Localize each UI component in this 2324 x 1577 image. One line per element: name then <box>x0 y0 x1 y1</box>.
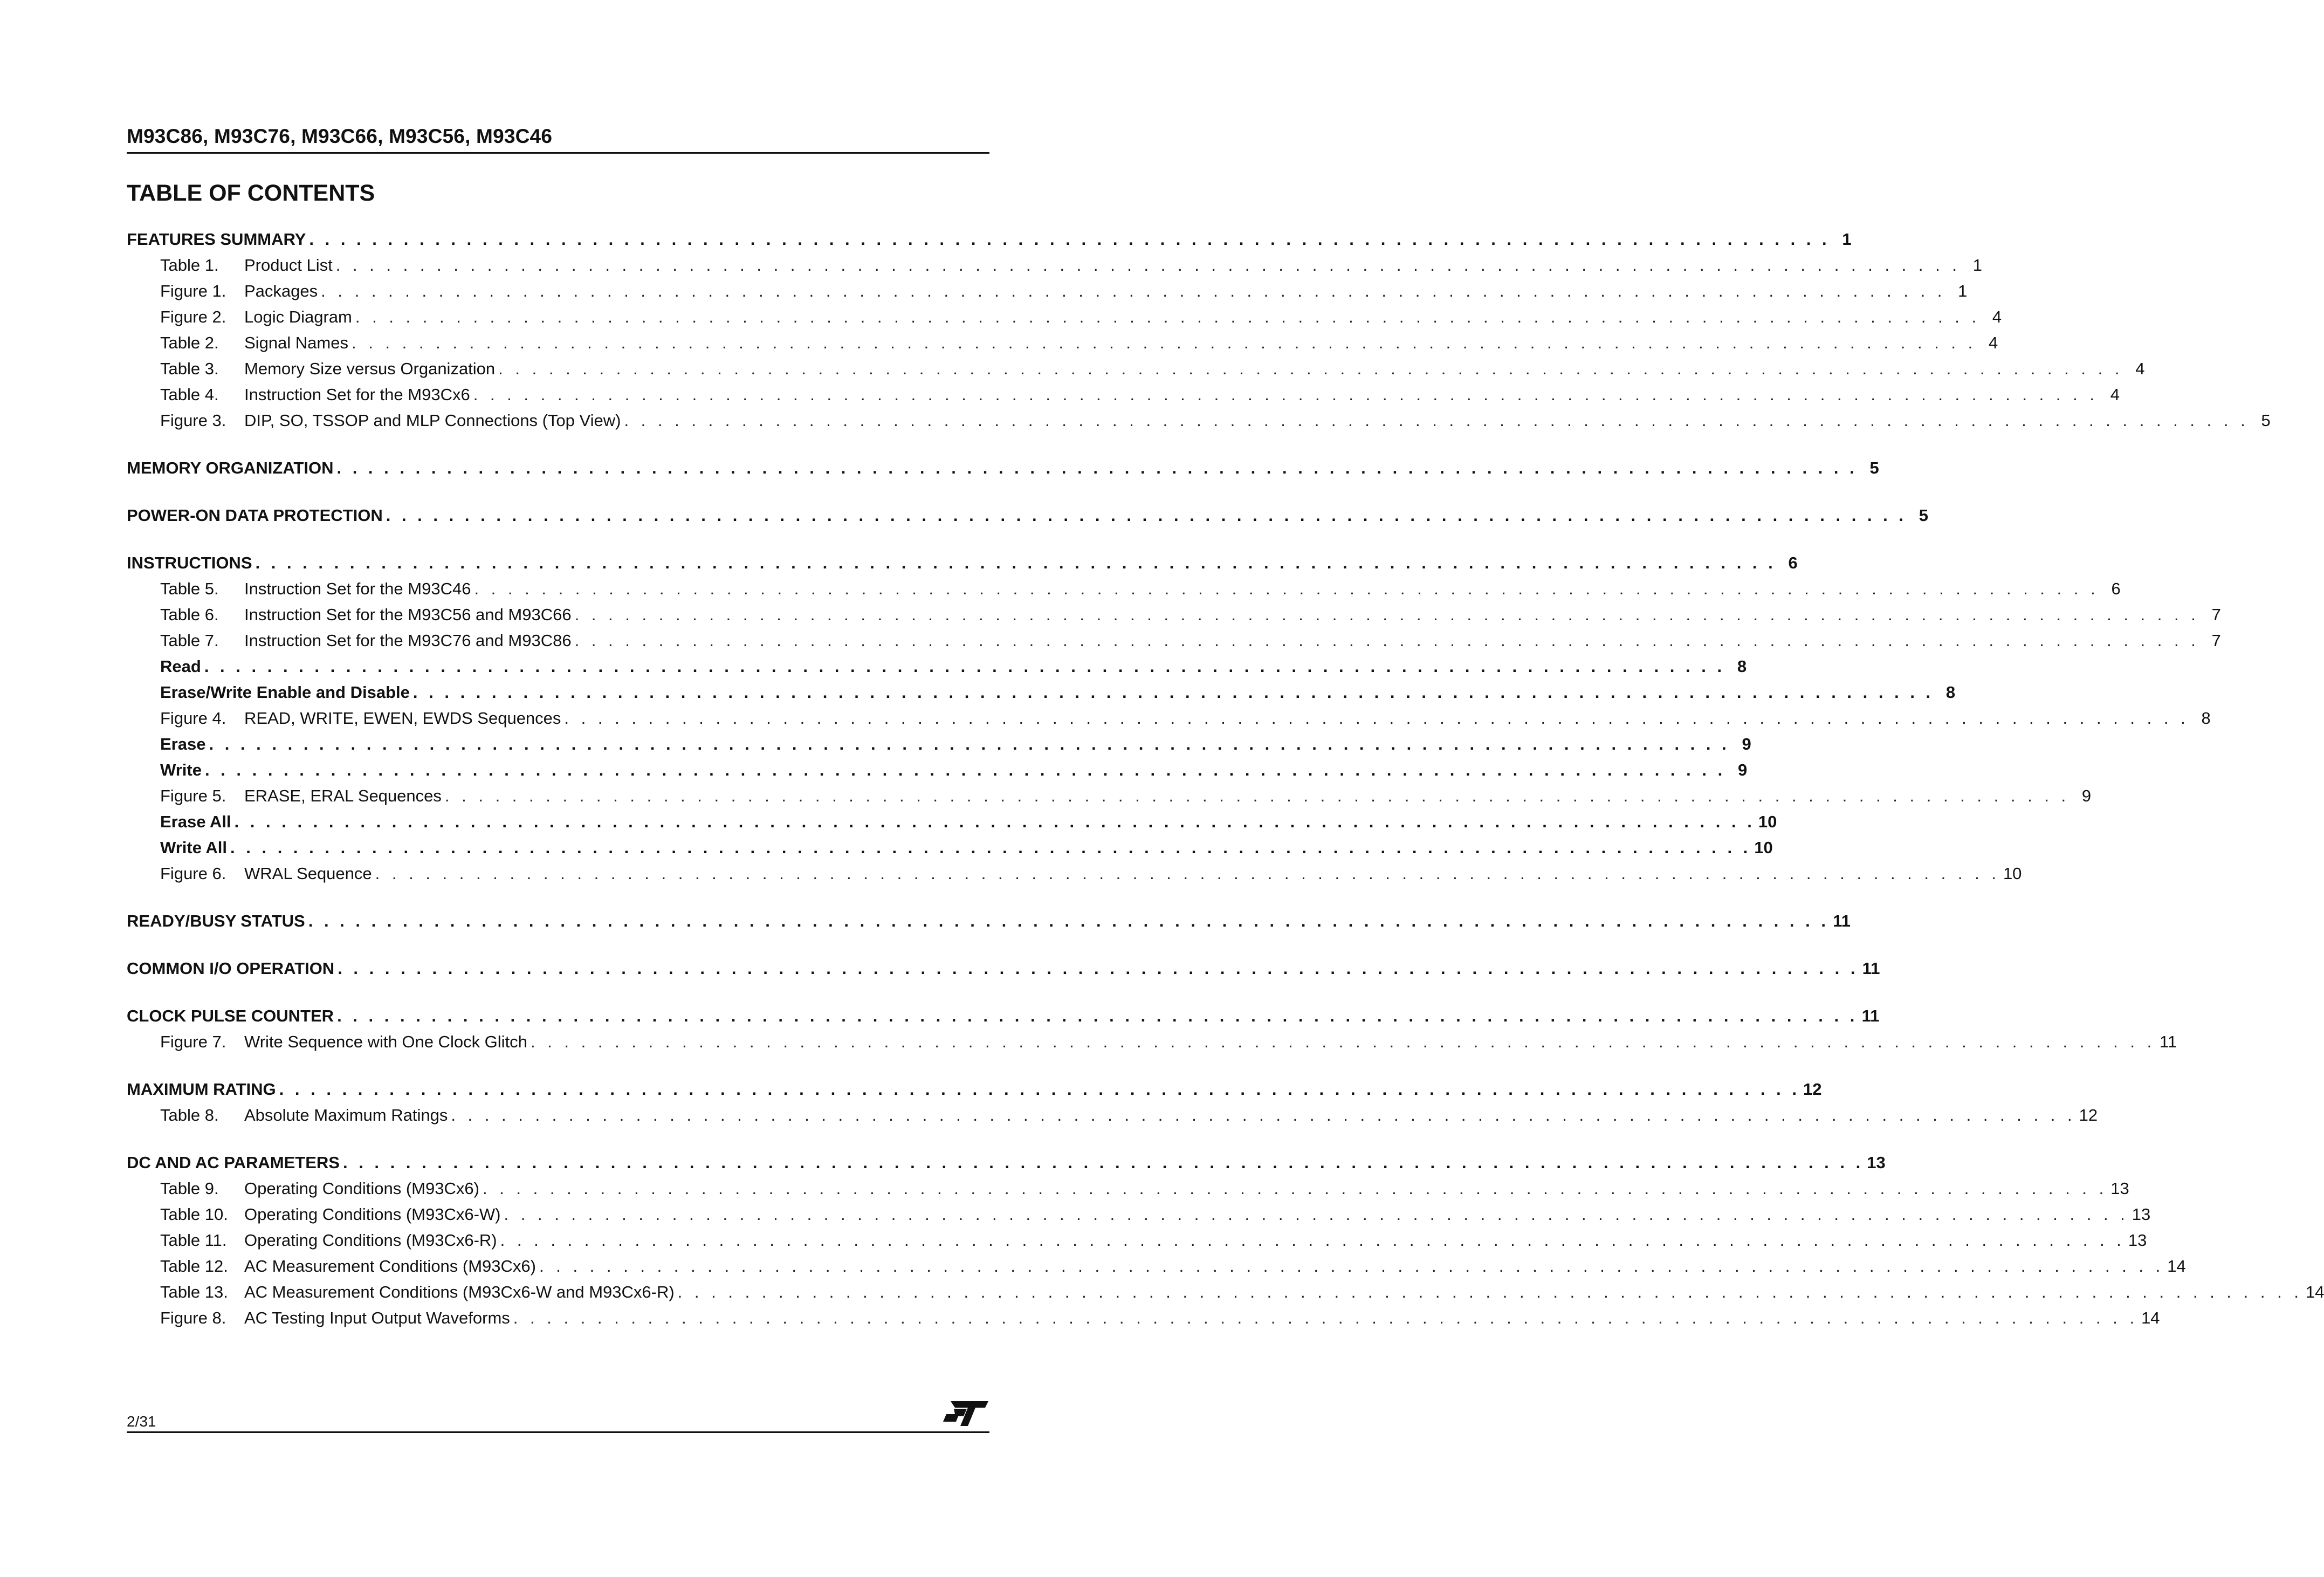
toc-entry-label: Figure 6. <box>160 864 226 883</box>
toc-entry-text: Operating Conditions (M93Cx6-W) <box>244 1205 501 1224</box>
toc-leader-dots: . . . . . . . . . . . . . . . . . . . . . . . . . . . . . . . . . . . . . . . . . . . . . . . . . . . . . . . . . . . . . . . . . . . . . . . . . . . . . . . . . . . . . . . . . . . . . . . . . <box>230 838 1751 857</box>
toc-leader-dots: . . . . . . . . . . . . . . . . . . . . . . . . . . . . . . . . . . . . . . . . . . . . . . . . . . . . . . . . . . . . . . . . . . . . . . . . . . . . . . . . . . . . . . . . . . . . . . . . . <box>308 911 1829 930</box>
toc-subsection-row[interactable] <box>127 680 1956 705</box>
toc-entry-row[interactable] <box>127 356 2145 382</box>
toc-leader-dots: . . . . . . . . . . . . . . . . . . . . . . . . . . . . . . . . . . . . . . . . . . . . . . . . . . . . . . . . . . . . . . . . . . . . . . . . . . . . . . . . . . . . . . . . . . . . . . . . . <box>530 1032 2156 1051</box>
toc-subsection-title <box>160 835 227 861</box>
toc-entry-label: Figure 2. <box>160 307 226 326</box>
toc-section-title: MEMORY ORGANIZATION <box>127 458 334 477</box>
toc-entry-text: Write Sequence with One Clock Glitch <box>244 1032 527 1051</box>
toc-section-title: POWER-ON DATA PROTECTION <box>127 506 383 525</box>
toc-entry-label: Figure 7. <box>160 1032 226 1051</box>
toc-leader-dots: . . . . . . . . . . . . . . . . . . . . . . . . . . . . . . . . . . . . . . . . . . . . . . . . . . . . . . . . . . . . . . . . . . . . . . . . . . . . . . . . . . . . . . . . . . . . . . . . . <box>513 1308 2139 1327</box>
toc-leader-dots: . . . . . . . . . . . . . . . . . . . . . . . . . . . . . . . . . . . . . . . . . . . . . . . . . . . . . . . . . . . . . . . . . . . . . . . . . . . . . . . . . . . . . . . . . . . . . . . . . <box>209 735 1730 753</box>
toc-entry-title <box>160 1102 448 1128</box>
toc-leader-dots: . . . . . . . . . . . . . . . . . . . . . . . . . . . . . . . . . . . . . . . . . . . . . . . . . . . . . . . . . . . . . . . . . . . . . . . . . . . . . . . . . . . . . . . . . . . . . . . . . <box>355 307 1981 326</box>
toc-entry-label: Figure 1. <box>160 282 226 300</box>
toc-leader-dots: . . . . . . . . . . . . . . . . . . . . . . . . . . . . . . . . . . . . . . . . . . . . . . . . . . . . . . . . . . . . . . . . . . . . . . . . . . . . . . . . . . . . . . . . . . . . . . . . . <box>204 657 1725 676</box>
toc-entry-row[interactable] <box>127 1228 2147 1253</box>
toc-section-title: DC AND AC PARAMETERS <box>127 1153 340 1172</box>
toc-subsection-title <box>160 654 201 680</box>
toc-entry-label: Table 1. <box>160 256 219 275</box>
toc-entry-label: Figure 8. <box>160 1308 226 1327</box>
toc-entry-label: Table 5. <box>160 579 219 598</box>
toc-entry-page: 4 <box>1989 333 1998 352</box>
toc-section-page: 11 <box>1862 959 1880 978</box>
toc-entry-label: Table 4. <box>160 385 219 404</box>
toc-leader-dots: . . . . . . . . . . . . . . . . . . . . . . . . . . . . . . . . . . . . . . . . . . . . . . . . . . . . . . . . . . . . . . . . . . . . . . . . . . . . . . . . . . . . . . . . . . . . . . . . . <box>279 1080 1800 1099</box>
toc-entry-text: Packages <box>244 282 318 300</box>
toc-entry-text: Write <box>160 760 202 779</box>
toc-entry-page: 14 <box>2167 1257 2186 1276</box>
toc-entry-page: 10 <box>1754 838 1773 857</box>
toc-leader-dots: . . . . . . . . . . . . . . . . . . . . . . . . . . . . . . . . . . . . . . . . . . . . . . . . . . . . . . . . . . . . . . . . . . . . . . . . . . . . . . . . . . . . . . . . . . . . . . . . . <box>386 506 1907 525</box>
toc-section-title: FEATURES SUMMARY <box>127 230 306 249</box>
toc-entry-text: Product List <box>244 256 333 275</box>
toc-entry-label: Table 6. <box>160 605 219 624</box>
toc-entry-text: Absolute Maximum Ratings <box>244 1106 448 1125</box>
toc-entry-text: Operating Conditions (M93Cx6-R) <box>244 1231 497 1250</box>
toc-section-row[interactable] <box>127 956 1880 982</box>
toc-entry-page: 13 <box>2128 1231 2147 1250</box>
toc-entry-label: Table 13. <box>160 1283 228 1301</box>
toc-entry-text: ERASE, ERAL Sequences <box>244 786 442 805</box>
toc-subsection-row[interactable] <box>127 835 1773 861</box>
toc-leader-dots: . . . . . . . . . . . . . . . . . . . . . . . . . . . . . . . . . . . . . . . . . . . . . . . . . . . . . . . . . . . . . . . . . . . . . . . . . . . . . . . . . . . . . . . . . . . . . . . . . <box>574 631 2199 650</box>
toc-section-title: MAXIMUM RATING <box>127 1080 276 1099</box>
toc-subsection-row[interactable] <box>127 809 1777 835</box>
toc-entry-row[interactable] <box>127 1305 2160 1331</box>
toc-entry-title <box>160 278 318 304</box>
toc-entry-text: Instruction Set for the M93C46 <box>244 579 471 598</box>
toc-entry-page: 8 <box>2201 709 2211 728</box>
footer-page-number: 2/31 <box>127 1413 156 1430</box>
toc-section-page: 12 <box>1803 1080 1822 1099</box>
document-header-title: M93C86, M93C76, M93C66, M93C56, M93C46 <box>127 125 553 147</box>
toc-section-row[interactable] <box>127 1150 1886 1176</box>
toc-entry-row[interactable] <box>127 783 2092 809</box>
toc-entry-page: 4 <box>1992 307 2002 326</box>
toc-entry-title <box>160 408 621 434</box>
toc-entry-row[interactable] <box>127 330 1998 356</box>
toc-entry-label: Table 11. <box>160 1231 227 1250</box>
toc-entry-title <box>160 330 348 356</box>
toc-entry-text: Operating Conditions (M93Cx6) <box>244 1179 479 1198</box>
toc-subsection-title <box>160 680 410 705</box>
toc-entry-row[interactable] <box>127 382 2120 408</box>
toc-entry-title <box>160 1202 501 1228</box>
toc-section-row[interactable] <box>127 503 1929 529</box>
toc-entry-page: 5 <box>2261 411 2271 430</box>
toc-entry-title <box>160 861 372 887</box>
toc-section-row[interactable] <box>127 455 1879 481</box>
toc-leader-dots: . . . . . . . . . . . . . . . . . . . . . . . . . . . . . . . . . . . . . . . . . . . . . . . . . . . . . . . . . . . . . . . . . . . . . . . . . . . . . . . . . . . . . . . . . . . . . . . . . <box>412 683 1934 702</box>
toc-leader-dots: . . . . . . . . . . . . . . . . . . . . . . . . . . . . . . . . . . . . . . . . . . . . . . . . . . . . . . . . . . . . . . . . . . . . . . . . . . . . . . . . . . . . . . . . . . . . . . . . . <box>504 1205 2129 1224</box>
toc-section-title: CLOCK PULSE COUNTER <box>127 1006 334 1025</box>
toc-entry-page: 12 <box>2079 1106 2098 1125</box>
toc-leader-dots: . . . . . . . . . . . . . . . . . . . . . . . . . . . . . . . . . . . . . . . . . . . . . . . . . . . . . . . . . . . . . . . . . . . . . . . . . . . . . . . . . . . . . . . . . . . . . . . . . <box>498 359 2123 378</box>
toc-leader-dots: . . . . . . . . . . . . . . . . . . . . . . . . . . . . . . . . . . . . . . . . . . . . . . . . . . . . . . . . . . . . . . . . . . . . . . . . . . . . . . . . . . . . . . . . . . . . . . . . . <box>451 1106 2076 1125</box>
toc-leader-dots: . . . . . . . . . . . . . . . . . . . . . . . . . . . . . . . . . . . . . . . . . . . . . . . . . . . . . . . . . . . . . . . . . . . . . . . . . . . . . . . . . . . . . . . . . . . . . . . . . <box>335 256 1961 275</box>
toc-entry-row[interactable] <box>127 1279 2324 1305</box>
toc-section-page: 11 <box>1861 1006 1880 1025</box>
toc-entry-title <box>160 602 572 628</box>
toc-entry-page: 6 <box>2111 579 2121 598</box>
toc-entry-row[interactable] <box>127 1176 2129 1202</box>
toc-leader-dots: . . . . . . . . . . . . . . . . . . . . . . . . . . . . . . . . . . . . . . . . . . . . . . . . . . . . . . . . . . . . . . . . . . . . . . . . . . . . . . . . . . . . . . . . . . . . . . . . . <box>336 458 1858 477</box>
toc-entry-title <box>160 252 333 278</box>
toc-entry-page: 13 <box>2132 1205 2151 1224</box>
toc-entry-page: 4 <box>2110 385 2120 404</box>
toc-entry-page: 14 <box>2141 1308 2160 1327</box>
toc-entry-page: 4 <box>2135 359 2145 378</box>
toc-entry-title <box>160 783 442 809</box>
table-of-contents <box>127 227 2324 1331</box>
toc-entry-row[interactable] <box>127 278 1968 304</box>
header-divider <box>127 152 989 154</box>
toc-entry-row[interactable] <box>127 1253 2186 1279</box>
toc-leader-dots: . . . . . . . . . . . . . . . . . . . . . . . . . . . . . . . . . . . . . . . . . . . . . . . . . . . . . . . . . . . . . . . . . . . . . . . . . . . . . . . . . . . . . . . . . . . . . . . . . <box>539 1257 2164 1276</box>
toc-entry-label: Table 12. <box>160 1257 228 1276</box>
toc-section-page: 5 <box>1869 458 1879 477</box>
toc-leader-dots: . . . . . . . . . . . . . . . . . . . . . . . . . . . . . . . . . . . . . . . . . . . . . . . . . . . . . . . . . . . . . . . . . . . . . . . . . . . . . . . . . . . . . . . . . . . . . . . . . <box>624 411 2249 430</box>
toc-entry-text: Erase All <box>160 812 231 831</box>
toc-subsection-row[interactable] <box>127 654 1747 680</box>
toc-leader-dots: . . . . . . . . . . . . . . . . . . . . . . . . . . . . . . . . . . . . . . . . . . . . . . . . . . . . . . . . . . . . . . . . . . . . . . . . . . . . . . . . . . . . . . . . . . . . . . . . . <box>309 230 1830 249</box>
toc-entry-page: 1 <box>1958 282 1968 300</box>
toc-leader-dots: . . . . . . . . . . . . . . . . . . . . . . . . . . . . . . . . . . . . . . . . . . . . . . . . . . . . . . . . . . . . . . . . . . . . . . . . . . . . . . . . . . . . . . . . . . . . . . . . . <box>342 1153 1864 1172</box>
toc-entry-text: READ, WRITE, EWEN, EWDS Sequences <box>244 709 561 728</box>
toc-entry-row[interactable] <box>127 576 2121 602</box>
toc-entry-title <box>160 1176 479 1202</box>
toc-leader-dots: . . . . . . . . . . . . . . . . . . . . . . . . . . . . . . . . . . . . . . . . . . . . . . . . . . . . . . . . . . . . . . . . . . . . . . . . . . . . . . . . . . . . . . . . . . . . . . . . . <box>234 812 1755 831</box>
toc-section-row[interactable] <box>127 227 1852 252</box>
toc-entry-row[interactable] <box>127 628 2221 654</box>
toc-entry-text: Read <box>160 657 201 676</box>
toc-entry-text: DIP, SO, TSSOP and MLP Connections (Top View) <box>244 411 621 430</box>
toc-entry-title <box>160 705 561 731</box>
toc-entry-label: Table 8. <box>160 1106 219 1125</box>
toc-entry-row[interactable] <box>127 252 1982 278</box>
toc-entry-label: Figure 5. <box>160 786 226 805</box>
toc-section-title: COMMON I/O OPERATION <box>127 959 335 978</box>
toc-entry-page: 13 <box>2110 1179 2129 1198</box>
toc-leader-dots: . . . . . . . . . . . . . . . . . . . . . . . . . . . . . . . . . . . . . . . . . . . . . . . . . . . . . . . . . . . . . . . . . . . . . . . . . . . . . . . . . . . . . . . . . . . . . . . . . <box>500 1231 2125 1250</box>
toc-entry-text: Logic Diagram <box>244 307 352 326</box>
toc-leader-dots: . . . . . . . . . . . . . . . . . . . . . . . . . . . . . . . . . . . . . . . . . . . . . . . . . . . . . . . . . . . . . . . . . . . . . . . . . . . . . . . . . . . . . . . . . . . . . . . . . <box>564 709 2189 728</box>
toc-entry-page: 7 <box>2211 631 2221 650</box>
toc-entry-row[interactable] <box>127 602 2221 628</box>
toc-section-page: 6 <box>1788 553 1798 572</box>
toc-entry-label: Table 7. <box>160 631 219 650</box>
toc-entry-page: 8 <box>1945 683 1956 702</box>
toc-entry-title <box>160 382 470 408</box>
toc-entry-page: 10 <box>2003 864 2022 883</box>
toc-entry-row[interactable] <box>127 408 2271 434</box>
toc-entry-label: Figure 3. <box>160 411 226 430</box>
toc-entry-page: 8 <box>1737 657 1747 676</box>
toc-leader-dots: . . . . . . . . . . . . . . . . . . . . . . . . . . . . . . . . . . . . . . . . . . . . . . . . . . . . . . . . . . . . . . . . . . . . . . . . . . . . . . . . . . . . . . . . . . . . . . . . . <box>338 959 1859 978</box>
toc-entry-title <box>160 1279 675 1305</box>
toc-entry-title <box>160 576 471 602</box>
toc-section-page: 13 <box>1867 1153 1886 1172</box>
toc-entry-text: Signal Names <box>244 333 348 352</box>
toc-subsection-row[interactable] <box>127 757 1748 783</box>
toc-leader-dots: . . . . . . . . . . . . . . . . . . . . . . . . . . . . . . . . . . . . . . . . . . . . . . . . . . . . . . . . . . . . . . . . . . . . . . . . . . . . . . . . . . . . . . . . . . . . . . . . . <box>444 786 2070 805</box>
toc-section-title: INSTRUCTIONS <box>127 553 252 572</box>
toc-entry-row[interactable] <box>127 1202 2151 1228</box>
toc-entry-text: AC Testing Input Output Waveforms <box>244 1308 510 1327</box>
toc-leader-dots: . . . . . . . . . . . . . . . . . . . . . . . . . . . . . . . . . . . . . . . . . . . . . . . . . . . . . . . . . . . . . . . . . . . . . . . . . . . . . . . . . . . . . . . . . . . . . . . . . <box>474 579 2099 598</box>
toc-entry-row[interactable] <box>127 1102 2098 1128</box>
toc-section-row[interactable] <box>127 550 1798 576</box>
toc-leader-dots: . . . . . . . . . . . . . . . . . . . . . . . . . . . . . . . . . . . . . . . . . . . . . . . . . . . . . . . . . . . . . . . . . . . . . . . . . . . . . . . . . . . . . . . . . . . . . . . . . <box>482 1179 2108 1198</box>
toc-entry-page: 10 <box>1758 812 1777 831</box>
toc-entry-row[interactable] <box>127 304 2002 330</box>
toc-leader-dots: . . . . . . . . . . . . . . . . . . . . . . . . . . . . . . . . . . . . . . . . . . . . . . . . . . . . . . . . . . . . . . . . . . . . . . . . . . . . . . . . . . . . . . . . . . . . . . . . . <box>255 553 1776 572</box>
toc-entry-label: Figure 4. <box>160 709 226 728</box>
toc-title: TABLE OF CONTENTS <box>127 180 375 206</box>
toc-leader-dots: . . . . . . . . . . . . . . . . . . . . . . . . . . . . . . . . . . . . . . . . . . . . . . . . . . . . . . . . . . . . . . . . . . . . . . . . . . . . . . . . . . . . . . . . . . . . . . . . . <box>473 385 2098 404</box>
toc-entry-title <box>160 356 495 382</box>
toc-subsection-title <box>160 757 202 783</box>
toc-leader-dots: . . . . . . . . . . . . . . . . . . . . . . . . . . . . . . . . . . . . . . . . . . . . . . . . . . . . . . . . . . . . . . . . . . . . . . . . . . . . . . . . . . . . . . . . . . . . . . . . . <box>204 760 1726 779</box>
toc-entry-text: AC Measurement Conditions (M93Cx6) <box>244 1257 536 1276</box>
toc-entry-text: Memory Size versus Organization <box>244 359 496 378</box>
toc-entry-label: Table 3. <box>160 359 219 378</box>
toc-entry-page: 9 <box>2081 786 2092 805</box>
st-logo-icon <box>943 1399 988 1428</box>
toc-section-page: 1 <box>1842 230 1852 249</box>
toc-subsection-row[interactable] <box>127 731 1751 757</box>
toc-section-row[interactable] <box>127 1077 1822 1102</box>
toc-leader-dots: . . . . . . . . . . . . . . . . . . . . . . . . . . . . . . . . . . . . . . . . . . . . . . . . . . . . . . . . . . . . . . . . . . . . . . . . . . . . . . . . . . . . . . . . . . . . . . . . . <box>351 333 1977 352</box>
toc-subsection-title <box>160 731 205 757</box>
toc-section-title: READY/BUSY STATUS <box>127 911 305 930</box>
toc-entry-page: 7 <box>2211 605 2221 624</box>
toc-entry-page: 1 <box>1972 256 1982 275</box>
toc-entry-page: 9 <box>1742 735 1751 753</box>
toc-subsection-title <box>160 809 231 835</box>
toc-entry-label: Table 9. <box>160 1179 219 1198</box>
toc-leader-dots: . . . . . . . . . . . . . . . . . . . . . . . . . . . . . . . . . . . . . . . . . . . . . . . . . . . . . . . . . . . . . . . . . . . . . . . . . . . . . . . . . . . . . . . . . . . . . . . . . <box>375 864 2000 883</box>
toc-entry-page: 14 <box>2305 1283 2324 1301</box>
toc-entry-text: Instruction Set for the M93C76 and M93C86 <box>244 631 572 650</box>
footer-divider <box>127 1431 989 1433</box>
toc-section-page: 11 <box>1833 911 1851 930</box>
toc-entry-text: Instruction Set for the M93C56 and M93C66 <box>244 605 572 624</box>
toc-entry-title <box>160 1253 536 1279</box>
toc-section-row[interactable] <box>127 908 1851 934</box>
toc-leader-dots: . . . . . . . . . . . . . . . . . . . . . . . . . . . . . . . . . . . . . . . . . . . . . . . . . . . . . . . . . . . . . . . . . . . . . . . . . . . . . . . . . . . . . . . . . . . . . . . . . <box>677 1283 2302 1301</box>
toc-section-page: 5 <box>1919 506 1929 525</box>
toc-leader-dots: . . . . . . . . . . . . . . . . . . . . . . . . . . . . . . . . . . . . . . . . . . . . . . . . . . . . . . . . . . . . . . . . . . . . . . . . . . . . . . . . . . . . . . . . . . . . . . . . . <box>321 282 1946 300</box>
document-page <box>127 0 2324 1577</box>
toc-entry-title <box>160 1029 527 1055</box>
toc-entry-text: Instruction Set for the M93Cx6 <box>244 385 470 404</box>
toc-entry-label: Table 2. <box>160 333 219 352</box>
toc-entry-row[interactable] <box>127 705 2211 731</box>
toc-entry-page: 9 <box>1737 760 1748 779</box>
toc-entry-text: Erase/Write Enable and Disable <box>160 683 410 702</box>
toc-entry-title <box>160 1228 497 1253</box>
toc-leader-dots: . . . . . . . . . . . . . . . . . . . . . . . . . . . . . . . . . . . . . . . . . . . . . . . . . . . . . . . . . . . . . . . . . . . . . . . . . . . . . . . . . . . . . . . . . . . . . . . . . <box>574 605 2199 624</box>
toc-entry-text: Write All <box>160 838 228 857</box>
toc-entry-row[interactable] <box>127 1029 2177 1055</box>
toc-leader-dots: . . . . . . . . . . . . . . . . . . . . . . . . . . . . . . . . . . . . . . . . . . . . . . . . . . . . . . . . . . . . . . . . . . . . . . . . . . . . . . . . . . . . . . . . . . . . . . . . . <box>337 1006 1858 1025</box>
toc-entry-title <box>160 304 352 330</box>
toc-section-row[interactable] <box>127 1003 1880 1029</box>
toc-entry-title <box>160 1305 510 1331</box>
toc-entry-text: Erase <box>160 735 206 753</box>
toc-entry-text: AC Measurement Conditions (M93Cx6-W and M93Cx6-R) <box>244 1283 675 1301</box>
toc-entry-page: 11 <box>2160 1032 2177 1051</box>
toc-entry-title <box>160 628 572 654</box>
toc-entry-text: WRAL Sequence <box>244 864 372 883</box>
toc-entry-label: Table 10. <box>160 1205 228 1224</box>
toc-entry-row[interactable] <box>127 861 2022 887</box>
